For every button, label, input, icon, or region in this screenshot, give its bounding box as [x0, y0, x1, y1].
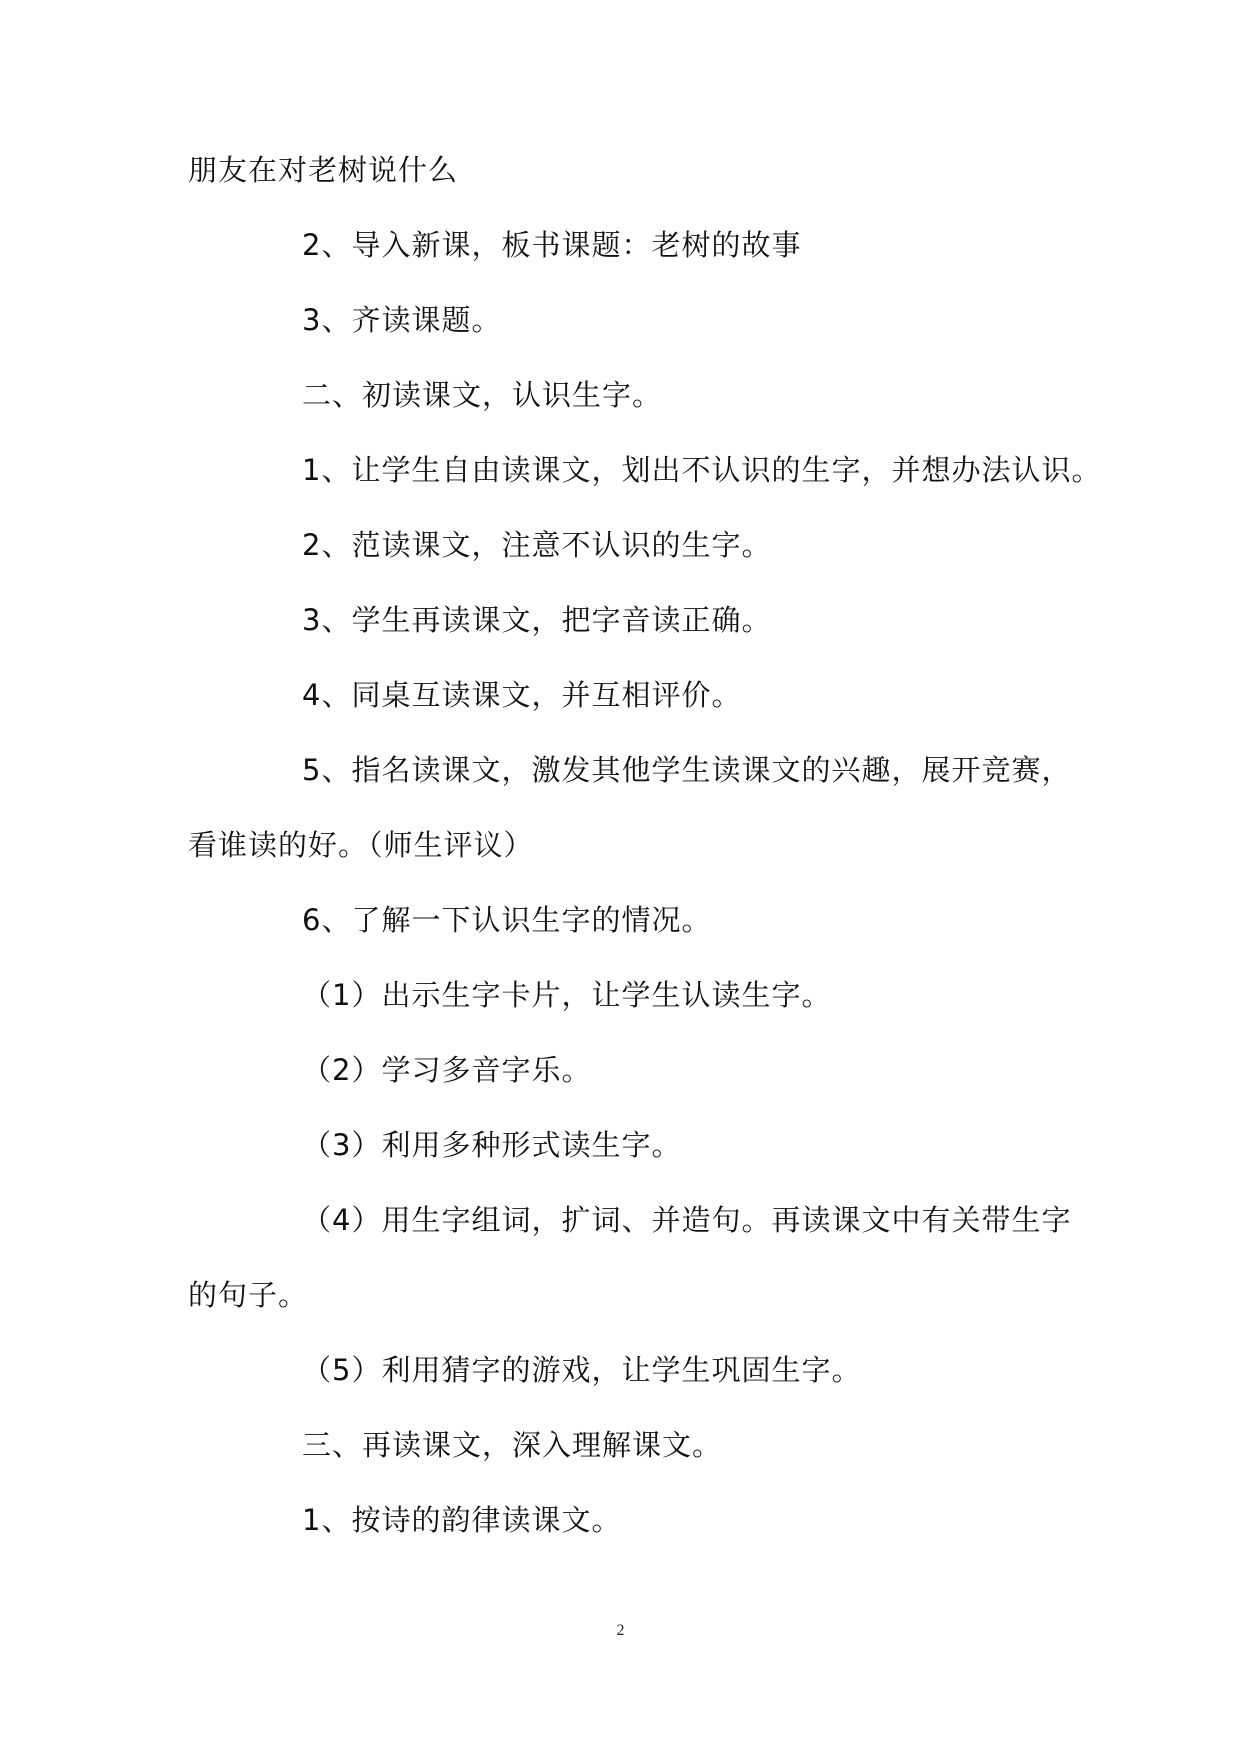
section-heading: 二、初读课文，认识生字。	[302, 378, 663, 412]
text-line: 4、同桌互读课文，并互相评价。	[302, 678, 742, 712]
text-line: （1）出示生字卡片，让学生认读生字。	[302, 978, 832, 1012]
text-line: （2）学习多音字乐。	[302, 1053, 592, 1087]
text-line: 1、让学生自由读课文，划出不认识的生字，并想办法认识。	[302, 453, 1102, 487]
text-line: 3、学生再读课文，把字音读正确。	[302, 603, 772, 637]
text-line: 2、导入新课，板书课题：老树的故事	[302, 228, 802, 262]
text-line: 3、齐读课题。	[302, 303, 502, 337]
text-line: 6、了解一下认识生字的情况。	[302, 903, 712, 937]
section-heading: 三、再读课文，深入理解课文。	[302, 1428, 723, 1462]
text-line: 朋友在对老树说什么	[188, 153, 459, 187]
text-line: 1、按诗的韵律读课文。	[302, 1503, 622, 1537]
text-line: （3）利用多种形式读生字。	[302, 1128, 682, 1162]
text-line: 看谁读的好。（师生评议）	[188, 828, 534, 862]
text-line: 5、指名读课文，激发其他学生读课文的兴趣，展开竞赛，	[302, 753, 1072, 787]
text-line: 的句子。	[188, 1278, 309, 1312]
text-line: （4）用生字组词，扩词、并造句。再读课文中有关带生字	[302, 1203, 1072, 1237]
page-number: 2	[616, 1622, 625, 1639]
text-line: 2、范读课文，注意不认识的生字。	[302, 528, 772, 562]
text-line: （5）利用猜字的游戏，让学生巩固生字。	[302, 1353, 862, 1387]
